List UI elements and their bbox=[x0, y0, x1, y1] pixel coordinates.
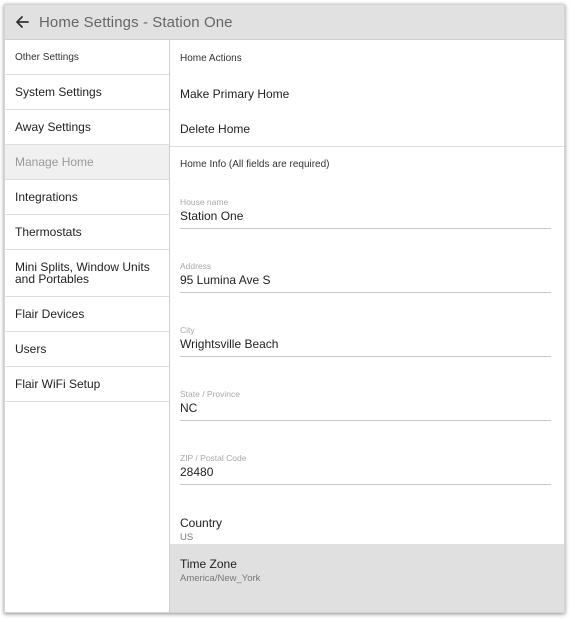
city-field bbox=[180, 309, 551, 373]
make-primary-home-button[interactable]: Make Primary Home bbox=[180, 86, 290, 101]
sidebar-item-integrations[interactable]: Integrations bbox=[5, 180, 169, 215]
zip-postal-code-label: ZIP / Postal Code bbox=[180, 453, 247, 463]
sidebar-item-system-settings[interactable]: System Settings bbox=[5, 75, 169, 110]
house-name-label: House name bbox=[180, 197, 229, 207]
house-name-field bbox=[180, 181, 551, 245]
field-underline bbox=[180, 228, 551, 229]
home-info-header: Home Info (All fields are required) bbox=[180, 158, 330, 170]
city-input[interactable] bbox=[180, 337, 540, 351]
country-value: US bbox=[180, 532, 194, 543]
state-province-field bbox=[180, 373, 551, 437]
time-zone-value: America/New_York bbox=[180, 573, 261, 584]
sidebar-item-away-settings[interactable]: Away Settings bbox=[5, 110, 169, 145]
state-province-input[interactable] bbox=[180, 401, 540, 415]
field-underline bbox=[180, 484, 551, 485]
zip-postal-code-field bbox=[180, 437, 551, 501]
time-zone-select[interactable] bbox=[170, 544, 564, 613]
field-underline bbox=[180, 420, 551, 421]
address-field bbox=[180, 245, 551, 309]
page-title: Home Settings - Station One bbox=[39, 13, 233, 31]
sidebar-item-manage-home[interactable]: Manage Home bbox=[5, 145, 169, 180]
sidebar-section-label: Other Settings bbox=[5, 40, 169, 75]
country-label: Country bbox=[180, 516, 223, 530]
time-zone-label: Time Zone bbox=[180, 557, 237, 571]
delete-home-button[interactable]: Delete Home bbox=[180, 121, 251, 136]
sidebar-item-flair-devices[interactable]: Flair Devices bbox=[5, 297, 169, 332]
sidebar-item-thermostats[interactable]: Thermostats bbox=[5, 215, 169, 250]
country-select[interactable] bbox=[170, 501, 564, 543]
state-province-label: State / Province bbox=[180, 389, 241, 399]
settings-window bbox=[4, 4, 565, 613]
home-actions-header: Home Actions bbox=[180, 52, 242, 64]
sidebar-item-flair-wifi-setup[interactable]: Flair WiFi Setup bbox=[5, 367, 169, 402]
house-name-input[interactable] bbox=[180, 209, 540, 223]
app-header bbox=[5, 5, 564, 40]
sidebar-item-users[interactable]: Users bbox=[5, 332, 169, 367]
field-underline bbox=[180, 356, 551, 357]
back-arrow-icon[interactable] bbox=[14, 14, 30, 30]
address-label: Address bbox=[180, 261, 212, 271]
field-underline bbox=[180, 292, 551, 293]
city-label: City bbox=[180, 325, 195, 335]
sidebar-item-mini-splits[interactable]: Mini Splits, Window Units and Portables bbox=[5, 250, 169, 297]
zip-postal-code-input[interactable] bbox=[180, 465, 540, 479]
main-content bbox=[170, 40, 564, 612]
address-input[interactable] bbox=[180, 273, 540, 287]
sidebar bbox=[5, 40, 170, 612]
